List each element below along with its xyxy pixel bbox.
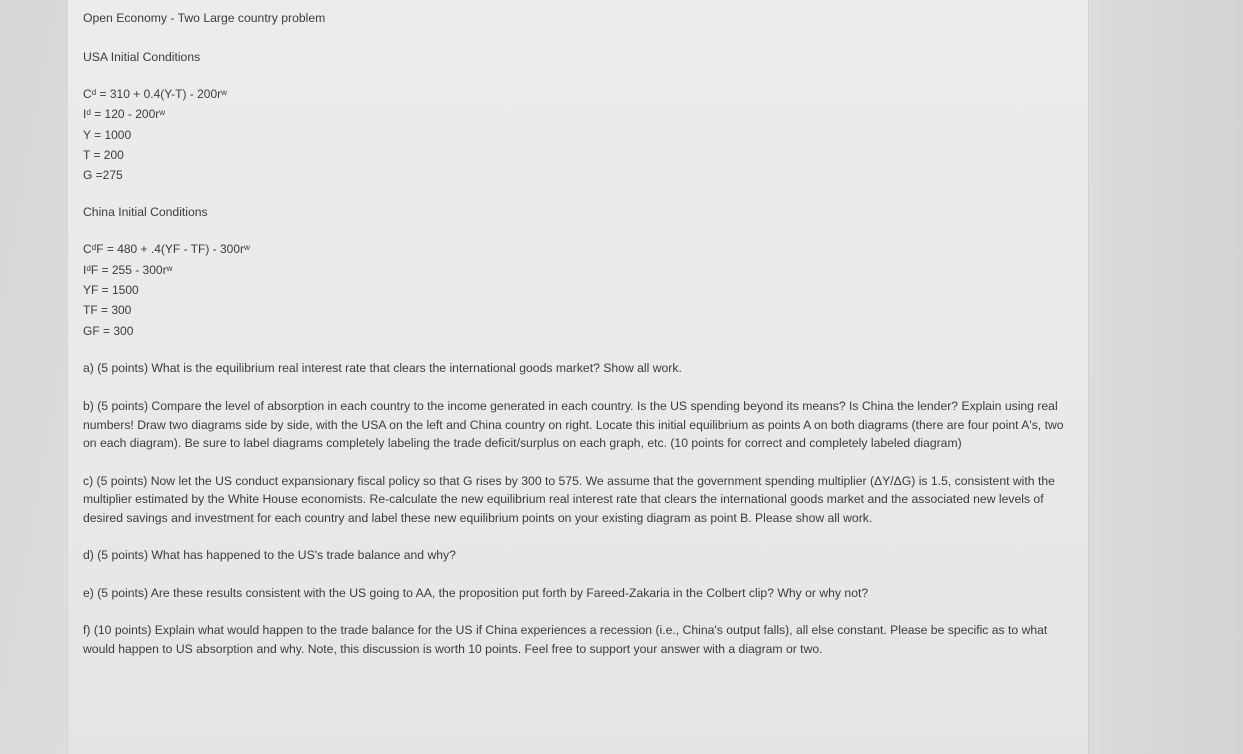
document-title: Open Economy - Two Large country problem (83, 11, 326, 25)
china-heading: China Initial Conditions (83, 205, 208, 220)
usa-output-value: Y = 1000 (83, 127, 132, 142)
usa-consumption-equation: Cᵈ = 310 + 0.4(Y-T) - 200rʷ (83, 87, 227, 101)
question-a: a) (5 points) What is the equilibrium real interest rate that clears the international goods market? Show all work. (83, 360, 682, 375)
usa-government-value: G =275 (83, 168, 123, 183)
question-c: c) (5 points) Now let the US conduct expansionary fiscal policy so that G rises by 300 to 575. We assume that the government spending multiplier (ΔY/ΔG) is 1.5, consistent with the multiplier estimated by the White House economists. Re-calculate the new equilibrium real interest rate that clears the international goods market and the associated new levels of desired savings and investment for each country and label these new equilibrium points on your existing diagram as point B. Please show all work. (83, 473, 1055, 525)
china-equations (83, 239, 1073, 340)
usa-investment-equation: Iᵈ = 120 - 200rʷ (83, 107, 166, 122)
document-content (83, 9, 1073, 677)
china-government-value: GF = 300 (83, 323, 134, 338)
usa-taxes-value: T = 200 (83, 147, 124, 162)
question-d: d) (5 points) What has happened to the US's trade balance and why? (83, 548, 456, 563)
question-b: b) (5 points) Compare the level of absorption in each country to the income generated in each country. Is the US spending beyond its means? Is China the lender? Explain using real numbers! Draw two diagrams side by side, with the USA on the left and China country on right. Locate this initial equilibrium as points A on both diagrams (there are four point A's, two on each diagram). Be sure to label diagrams completely labeling the trade deficit/surplus on each graph, etc. (10 points for correct and completely labeled diagram) (83, 399, 1064, 451)
question-e: e) (5 points) Are these results consistent with the US going to AA, the proposition put forth by Fareed-Zakaria in the Colbert clip? Why or why not? (83, 585, 869, 600)
china-taxes-value: TF = 300 (83, 303, 132, 318)
china-output-value: YF = 1500 (83, 283, 139, 298)
china-consumption-equation: CᵈF = 480 + .4(YF - TF) - 300rʷ (83, 242, 250, 257)
usa-equations (83, 84, 1073, 185)
usa-heading: USA Initial Conditions (83, 50, 201, 64)
china-investment-equation: IᵈF = 255 - 300rʷ (83, 262, 173, 277)
right-margin-panel (1090, 0, 1243, 754)
question-f: f) (10 points) Explain what would happen to the trade balance for the US if China experiences a recession (i.e., China's output falls), all else constant. Please be specific as to what would happen to US absorption and why. Note, this discussion is worth 10 points. Feel free to support your answer with a diagram or two. (83, 623, 1048, 656)
